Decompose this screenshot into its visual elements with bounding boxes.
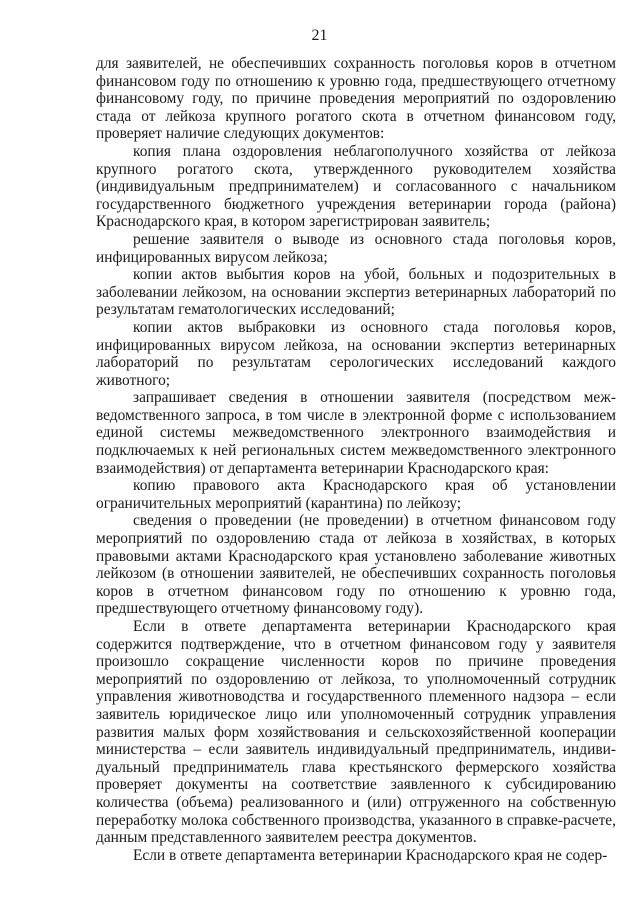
paragraph: решение заявителя о выводе из основного стада поголовья коров, инфицированных вирусом лейкоза; [96,230,616,266]
paragraph: сведения о проведении (не проведении) в отчетном финансовом году мероприятий по оздоровлению стада от лейкоза в хозяйствах, в которых правовыми актами Краснодарского края установлено заболевание животных лейкозом (в отношении заявителей, не обеспечивших сохранность поголовья коров в отчетном финансовом году по отношению к уровню года, предшествующего отчетному финансовому году). [96,512,616,618]
paragraph: копии актов выбытия коров на убой, больных и подозрительных в заболевании лейкозом, на основании экспертиз ветеринарных лабораторий по результатам гематологических исследований; [96,266,616,319]
page-number: 21 [311,27,328,44]
paragraph: Если в ответе департамента ветеринарии Краснодарского края не содер- [133,846,608,864]
document-body [96,55,616,864]
paragraph: копия плана оздоровления неблагополучного хозяйства от лейкоза крупного рогатого скота, утвержденного руководителем хозяйства (индивидуальным предпринимателем) и согласованного с начальником государственного бюджетного учреждения ветеринарии города (района) Краснодарского края, в котором зарегистрирован заявитель; [96,142,616,231]
paragraph: копию правового акта Краснодарского края об установлении ограничительных мероприятий (карантина) по лейкозу; [96,477,616,512]
paragraph: для заявителей, не обеспечивших сохранность поголовья коров в отчетном финансовом году по отношению к уровню года, предшествующего отчетному финансовому году, по причине проведения мероприятий по оздоровлению стада от лейкоза крупного рогатого скота в отчетном финансовом году, проверяет наличие следующих документов: [96,55,616,143]
paragraph: Если в ответе департамента ветеринарии Краснодарского края содержится подтверждение, что в отчетном финансовом году у заявителя произошло сокращение численности коров по причине проведения мероприятий по оздоровлению от лейкоза, то уполномоченный сотрудник управления животноводства и государственного племенного надзора – если заявитель юридическое лицо или уполномоченный сотрудник управления развития малых форм хозяйствования и сельскохозяйственной кооперации министерства – если заявитель индивидуальный предприниматель, индивидуальный предприниматель глава крестьянского фермерского хозяйства проверяет документы на соответствие заявленного к субсидированию количества (объема) реализованного и (или) отгруженного на собственную переработку молока собственного производства, указанного в справке-расчете, данным представленного заявителем реестра документов. [96,618,616,847]
paragraph: копии актов выбраковки из основного стада поголовья коров, инфицированных вирусом лейкоза, на основании экспертиз ветеринарных лабораторий по результатам серологических исследований каждого животного; [96,318,616,389]
paragraph: запрашивает сведения в отношении заявителя (посредством межведомственного запроса, в том числе в электронной форме с использованием единой системы межведомственного электронного взаимодействия и подключаемых к ней региональных систем межведомственного электронного взаимодействия) от департамента ветеринарии Краснодарского края: [96,389,616,477]
